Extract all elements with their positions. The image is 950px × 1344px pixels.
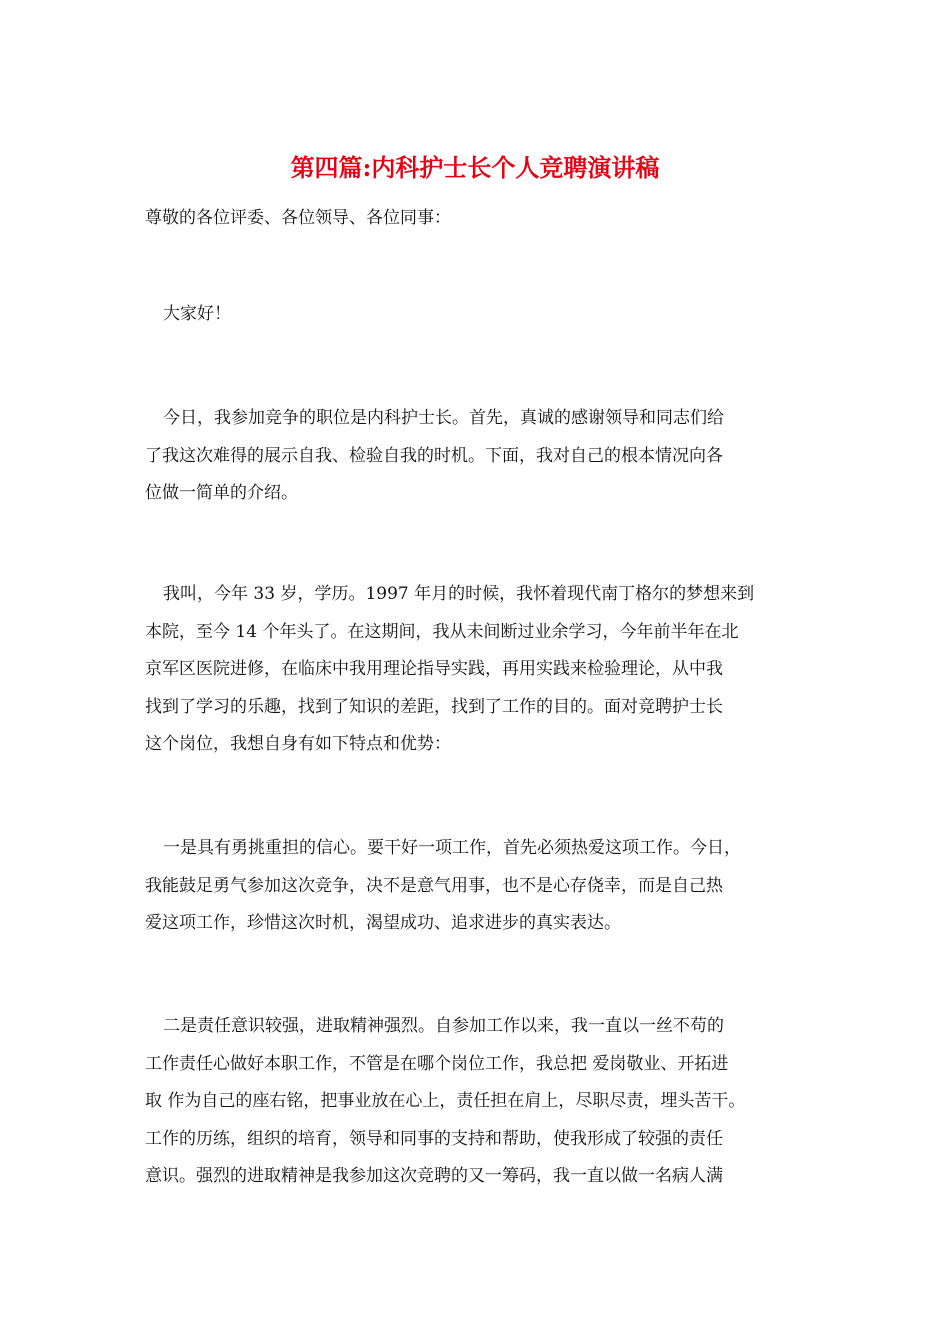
paragraph-line: 工作的历练，组织的培育，领导和同事的支持和帮助，使我形成了较强的责任	[145, 1128, 723, 1149]
paragraph-line: 爱这项工作，珍惜这次时机，渴望成功、追求进步的真实表达。	[145, 913, 621, 933]
paragraph-line: 京军区医院进修，在临床中我用理论指导实践，再用实践来检验理论，从中我	[145, 659, 723, 679]
paragraph-line: 工作责任心做好本职工作，不管是在哪个岗位工作，我总把 爱岗敬业、开拓进	[145, 1053, 729, 1074]
paragraph-line: 意识。强烈的进取精神是我参加这次竞聘的又一筹码，我一直以做一名病人满	[145, 1166, 723, 1186]
salutation	[145, 200, 825, 238]
paragraph-line: 本院，至今 14 个年头了。在这期间，我从未间断过业余学习，今年前半年在北	[145, 621, 739, 642]
greeting-line: 大家好！	[163, 304, 231, 324]
paragraph-line: 了我这次难得的展示自我、检验自我的时机。下面，我对自己的根本情况向各	[145, 445, 723, 466]
paragraph-3	[145, 830, 825, 943]
paragraph-line: 我能鼓足勇气参加这次竞争，决不是意气用事，也不是心存侥幸，而是自己热	[145, 875, 723, 896]
paragraph-line: 这个岗位，我想自身有如下特点和优势：	[145, 734, 451, 754]
paragraph-4	[145, 1008, 825, 1196]
paragraph-line: 取 作为自己的座右铭，把事业放在心上，责任担在肩上，尽职尽责，埋头苦干。	[145, 1091, 746, 1111]
paragraph-line: 位做一简单的介绍。	[145, 483, 298, 503]
paragraph-line: 我叫，今年 33 岁，学历。1997 年月的时候，我怀着现代南丁格尔的梦想来到	[163, 584, 755, 604]
paragraph-line: 找到了学习的乐趣，找到了知识的差距，找到了工作的目的。面对竞聘护士长	[145, 696, 723, 717]
greeting	[145, 296, 825, 334]
paragraph-line: 二是责任意识较强，进取精神强烈。自参加工作以来，我一直以一丝不苟的	[163, 1016, 724, 1036]
paragraph-1	[145, 400, 825, 513]
salutation-line: 尊敬的各位评委、各位领导、各位同事：	[145, 208, 451, 228]
paragraph-line: 今日，我参加竞争的职位是内科护士长。首先，真诚的感谢领导和同志们给	[163, 408, 724, 428]
document-title: 第四篇:内科护士长个人竞聘演讲稿	[290, 153, 660, 182]
paragraph-2	[145, 576, 825, 764]
paragraph-line: 一是具有勇挑重担的信心。要干好一项工作，首先必须热爱这项工作。今日，	[163, 838, 741, 858]
